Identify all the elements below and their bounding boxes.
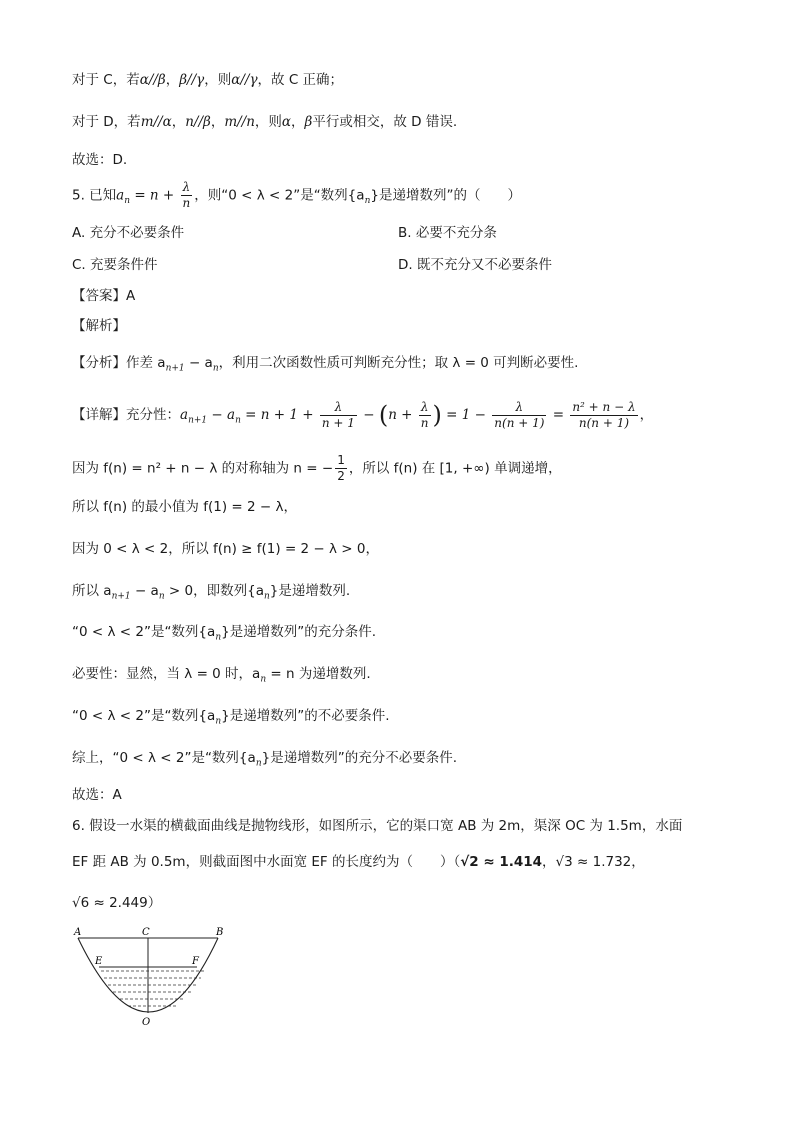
line-not-necessary: “0 < λ < 2”是“数列$\{a_n\}$是递增数列”的不必要条件. xyxy=(72,708,390,727)
option-b: B. 必要不充分条 xyxy=(398,225,497,241)
line-since: 因为 0 < λ < 2，所以 f(n) ≥ f(1) = 2 − λ > 0， xyxy=(72,541,379,557)
d-conclusion: 对于 D，若m//α，n//β，m//n，则α，β平行或相交，故 D 错误. xyxy=(72,114,458,130)
select-d: 故选：D. xyxy=(72,152,128,168)
parabola-channel-diagram xyxy=(70,926,240,1031)
detail-line: 【详解】充分性：$a_{n+1} - a_n = n + 1$ + $\frac{\lambda}{n + 1}$ − (n + $\frac{\lambda}{n}$ ) = 1 − $\frac{\lambda}{n(n + 1)}$ = $\frac{\text{n² + n − λ}}{n(n + 1)}$ ， xyxy=(72,399,654,430)
option-d: D. 既不充分又不必要条件 xyxy=(398,257,552,273)
line-summary: 综上，“0 < λ < 2”是“数列$\{a_n\}$是递增数列”的充分不必要条件. xyxy=(72,750,457,769)
fenxi: 【分析】作差 $a_{n+1} - a_n$，利用二次函数性质可判断充分性；取 λ = 0 可判断必要性. xyxy=(72,355,579,374)
line-symmetry: 因为 f(n) = n² + n − λ 的对称轴为 n = − $\frac{1}{2}$ ，所以 f(n) 在 [1, +∞) 单调递增， xyxy=(72,453,562,483)
options-row-1 xyxy=(72,223,722,243)
q5-fraction: $\frac{\lambda}{n}$ xyxy=(182,180,191,210)
c-conclusion: 对于 C，若α//β，β//γ，则α//γ，故 C 正确； xyxy=(72,72,344,88)
label-b: B xyxy=(216,927,224,938)
line-min: 所以 f(n) 的最小值为 f(1) = 2 − λ， xyxy=(72,499,297,515)
analysis-label: 【解析】 xyxy=(72,318,126,334)
q6-line-2: EF 距 AB 为 0.5m，则截面图中水面宽 EF 的长度约为（ ）（√2 ≈ 1.414，√3 ≈ 1.732， xyxy=(72,854,645,870)
line-necessary: 必要性：显然，当 λ = 0 时，$a_n = n$ 为递增数列. xyxy=(72,666,371,685)
select-a: 故选：A xyxy=(72,787,122,803)
label-c: C xyxy=(142,927,150,938)
line-so: 所以 $a_{n+1} - a_n > 0$，即数列$\{a_n\}$是递增数列. xyxy=(72,583,351,602)
option-c: C. 充要条件件 xyxy=(72,257,158,273)
answer: 【答案】A xyxy=(72,288,136,304)
line-sufficient: “0 < λ < 2”是“数列$\{a_n\}$是递增数列”的充分条件. xyxy=(72,624,376,643)
q6-line-1: 6. 假设一水渠的横截面曲线是抛物线形，如图所示，它的渠口宽 AB 为 2m，渠深 OC 为 1.5m，水面 xyxy=(72,818,683,834)
q5-stem: 5. 已知$a_n = n$ + $\frac{\lambda}{n}$ ，则“0 < λ < 2”是“数列$\{a_n\}$是递增数列”的（ ） xyxy=(72,180,521,210)
label-o: O xyxy=(142,1017,151,1028)
q6-line-3: √6 ≈ 2.449） xyxy=(72,895,162,911)
water-hatching xyxy=(101,971,204,1006)
label-a: A xyxy=(74,927,82,938)
options-row-2 xyxy=(72,255,722,275)
label-f: F xyxy=(192,956,199,967)
option-a: A. 充分不必要条件 xyxy=(72,225,185,241)
label-e: E xyxy=(95,956,103,967)
